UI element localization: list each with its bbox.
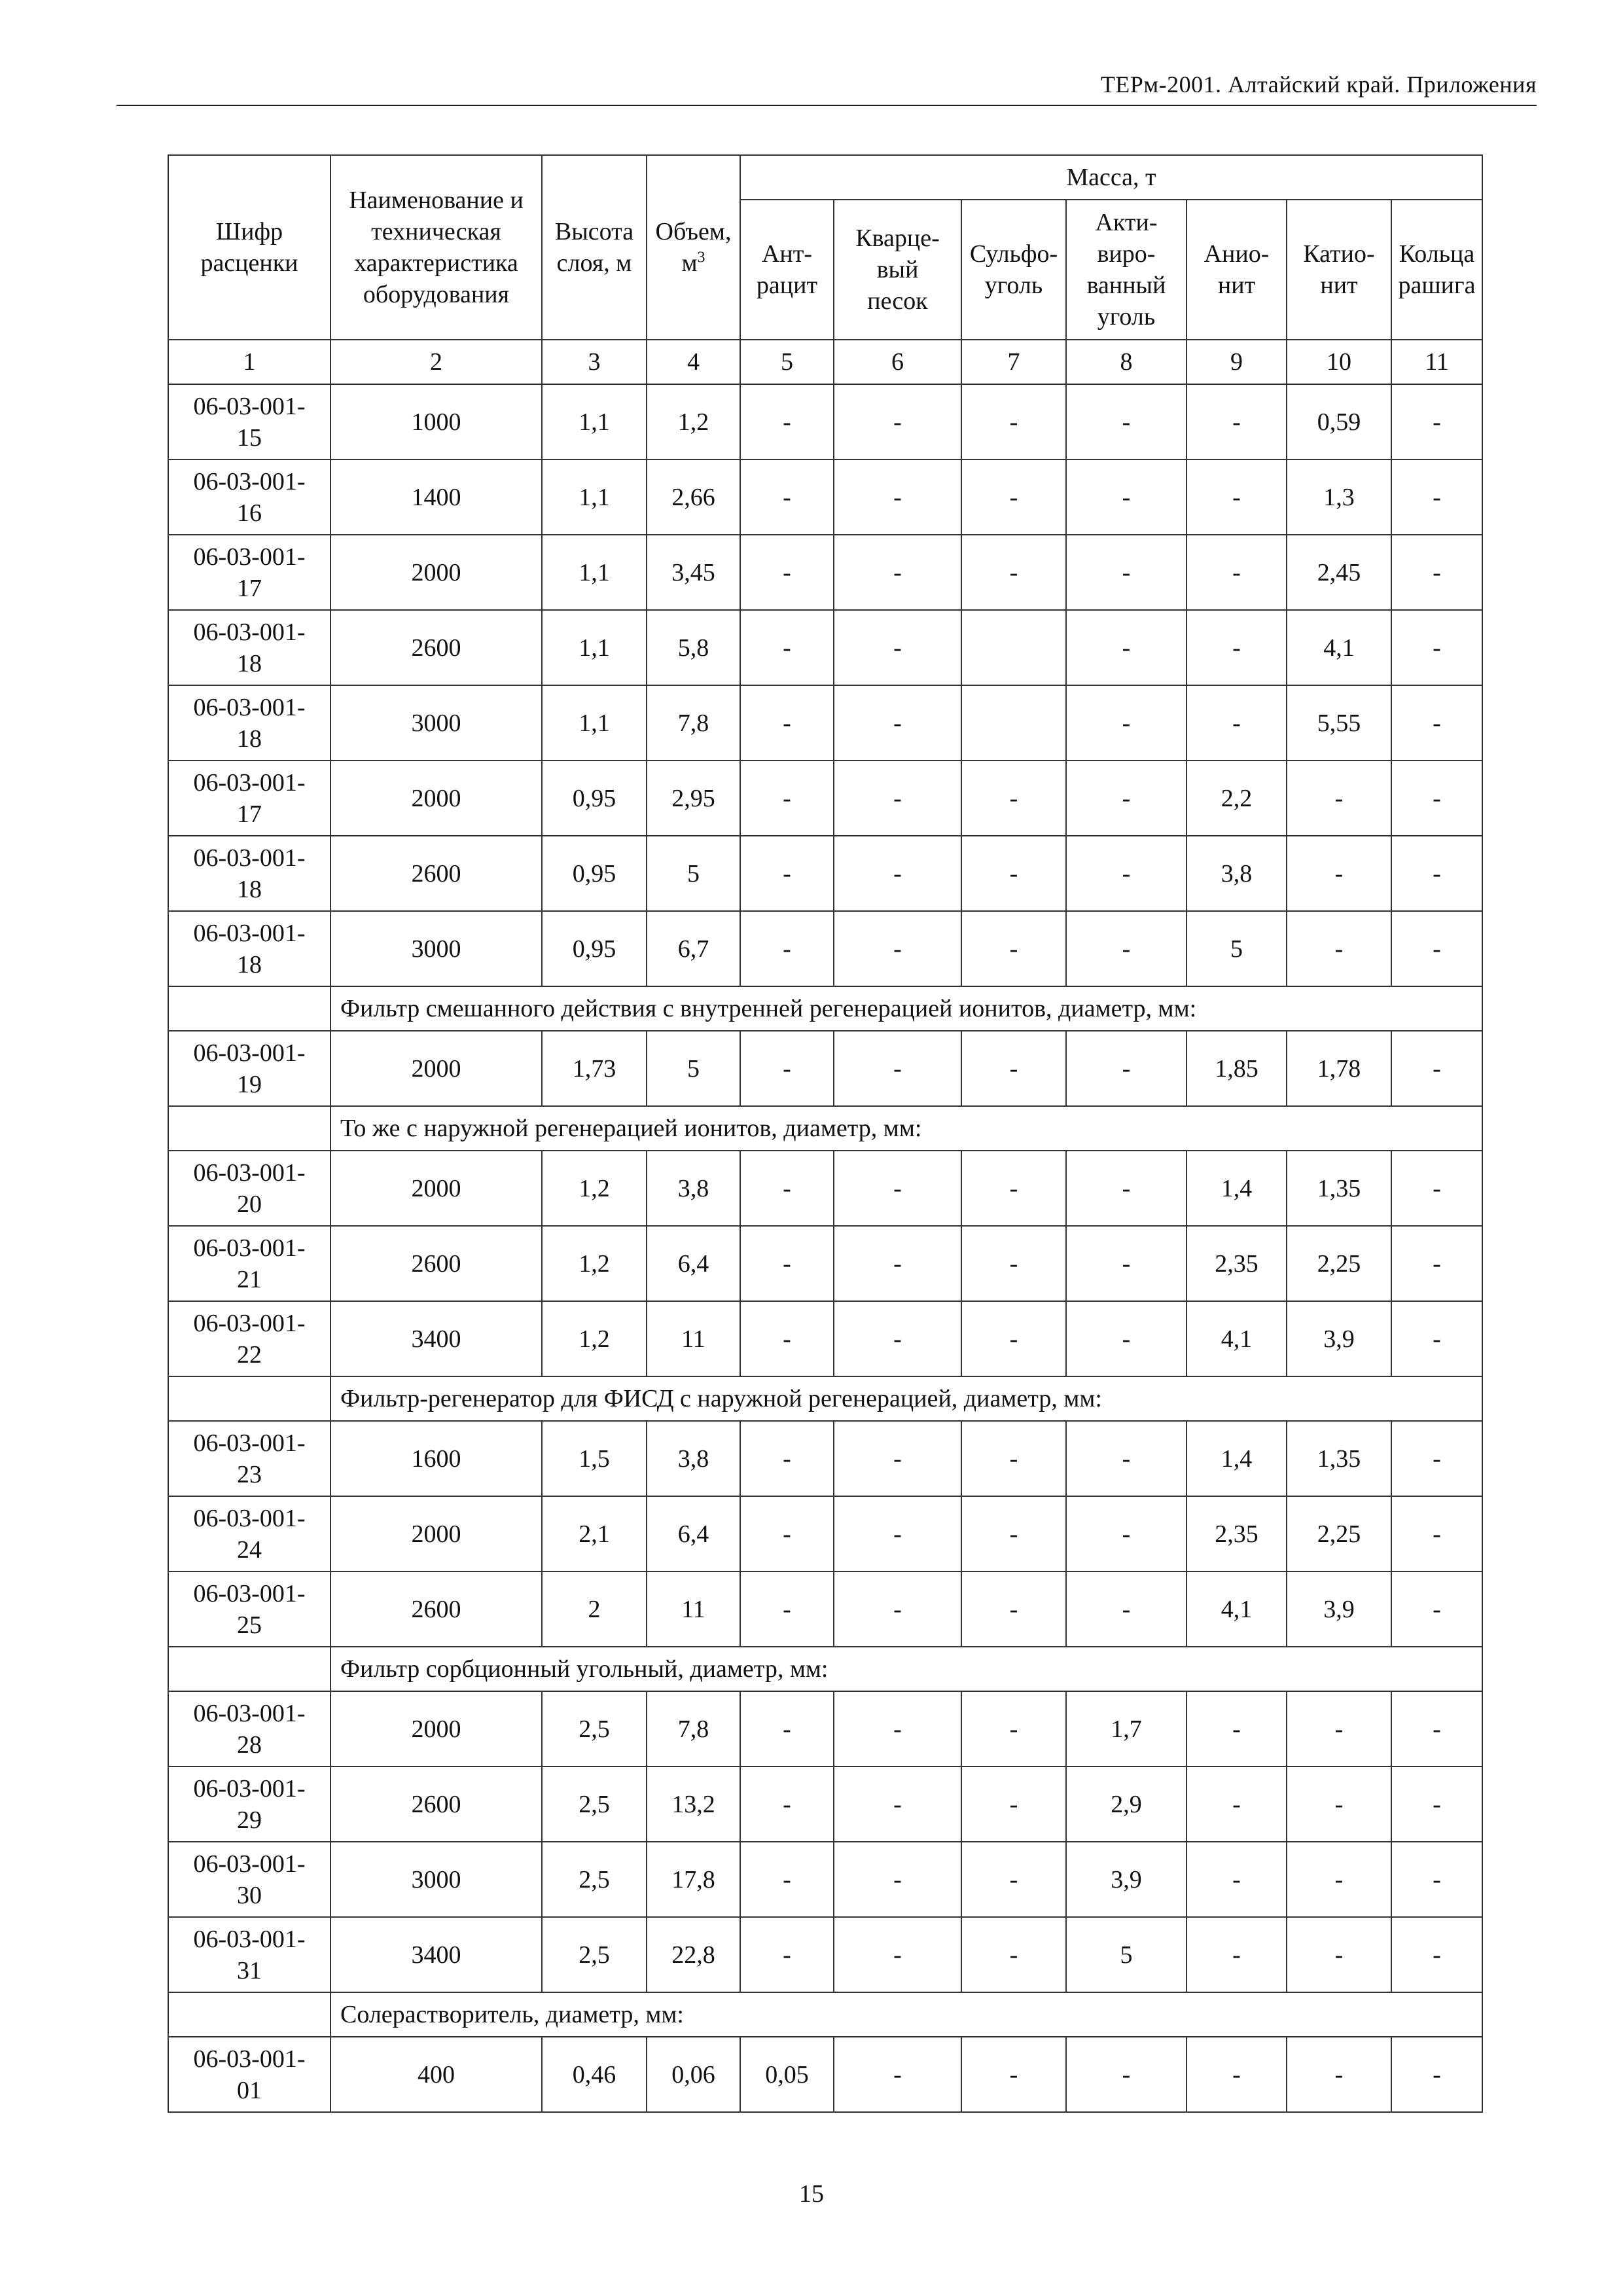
height-cell: 0,46 xyxy=(542,2037,647,2112)
diameter-cell: 1400 xyxy=(330,459,542,535)
antracite-cell: - xyxy=(740,1917,834,1992)
anionite-cell: - xyxy=(1186,459,1287,535)
rashig-rings-cell: - xyxy=(1391,1691,1482,1767)
height-cell: 2,5 xyxy=(542,1842,647,1917)
quartz-sand-cell: - xyxy=(834,1421,961,1496)
sulfo-coal-cell: - xyxy=(961,1496,1066,1571)
diameter-cell: 2000 xyxy=(330,1151,542,1226)
sulfo-coal-cell: - xyxy=(961,384,1066,459)
sulfo-coal-cell: - xyxy=(961,1226,1066,1301)
table-row xyxy=(168,1226,1482,1301)
cationite-cell: 1,3 xyxy=(1287,459,1391,535)
table-row xyxy=(168,1496,1482,1571)
volume-cell: 11 xyxy=(647,1301,740,1376)
activated-coal-cell: - xyxy=(1066,1301,1186,1376)
rashig-rings-cell: - xyxy=(1391,2037,1482,2112)
group-code-cell xyxy=(168,1647,330,1691)
col-header-activated-coal: Акти- виро- ванный уголь xyxy=(1066,200,1186,340)
anionite-cell: 1,85 xyxy=(1186,1031,1287,1106)
height-cell: 1,2 xyxy=(542,1226,647,1301)
volume-cell: 13,2 xyxy=(647,1767,740,1842)
col-header-code: Шифр расценки xyxy=(168,155,330,340)
anionite-cell: 1,4 xyxy=(1186,1421,1287,1496)
height-cell: 1,1 xyxy=(542,384,647,459)
diameter-cell: 400 xyxy=(330,2037,542,2112)
height-cell: 0,95 xyxy=(542,836,647,911)
diameter-cell: 2000 xyxy=(330,1031,542,1106)
running-header: ТЕРм-2001. Алтайский край. Приложения xyxy=(1100,71,1537,98)
group-code-cell xyxy=(168,1106,330,1151)
volume-cell: 2,66 xyxy=(647,459,740,535)
rashig-rings-cell: - xyxy=(1391,1496,1482,1571)
sulfo-coal-cell: - xyxy=(961,459,1066,535)
cationite-cell: - xyxy=(1287,1767,1391,1842)
table-row xyxy=(168,1151,1482,1226)
group-header-row xyxy=(168,1992,1482,2037)
cationite-cell: - xyxy=(1287,911,1391,986)
code-cell: 06-03-001- 24 xyxy=(168,1496,330,1571)
activated-coal-cell: - xyxy=(1066,1496,1186,1571)
rashig-rings-cell: - xyxy=(1391,610,1482,685)
cationite-cell: 1,78 xyxy=(1287,1031,1391,1106)
antracite-cell: - xyxy=(740,1571,834,1647)
cationite-cell: - xyxy=(1287,2037,1391,2112)
volume-cell: 5,8 xyxy=(647,610,740,685)
height-cell: 2 xyxy=(542,1571,647,1647)
quartz-sand-cell: - xyxy=(834,836,961,911)
table-row xyxy=(168,1301,1482,1376)
height-cell: 0,95 xyxy=(542,911,647,986)
table-row xyxy=(168,911,1482,986)
code-cell: 06-03-001- 23 xyxy=(168,1421,330,1496)
activated-coal-cell: - xyxy=(1066,1031,1186,1106)
sulfo-coal-cell: - xyxy=(961,911,1066,986)
quartz-sand-cell: - xyxy=(834,1496,961,1571)
activated-coal-cell: - xyxy=(1066,2037,1186,2112)
sulfo-coal-cell: - xyxy=(961,1301,1066,1376)
rashig-rings-cell: - xyxy=(1391,761,1482,836)
sulfo-coal-cell: - xyxy=(961,1767,1066,1842)
activated-coal-cell: - xyxy=(1066,1421,1186,1496)
code-cell: 06-03-001- 25 xyxy=(168,1571,330,1647)
activated-coal-cell: 2,9 xyxy=(1066,1767,1186,1842)
col-header-volume-text: Объем, м xyxy=(655,218,732,277)
col-header-quartz-sand: Кварце- вый песок xyxy=(834,200,961,340)
code-cell: 06-03-001- 30 xyxy=(168,1842,330,1917)
activated-coal-cell: - xyxy=(1066,535,1186,610)
anionite-cell: 2,2 xyxy=(1186,761,1287,836)
anionite-cell: 4,1 xyxy=(1186,1571,1287,1647)
quartz-sand-cell: - xyxy=(834,1842,961,1917)
anionite-cell: - xyxy=(1186,685,1287,761)
anionite-cell: - xyxy=(1186,1917,1287,1992)
anionite-cell: 2,35 xyxy=(1186,1496,1287,1571)
cationite-cell: 5,55 xyxy=(1287,685,1391,761)
column-number: 4 xyxy=(647,340,740,384)
column-number: 8 xyxy=(1066,340,1186,384)
rashig-rings-cell: - xyxy=(1391,1917,1482,1992)
quartz-sand-cell: - xyxy=(834,1691,961,1767)
height-cell: 1,73 xyxy=(542,1031,647,1106)
rashig-rings-cell: - xyxy=(1391,535,1482,610)
antracite-cell: - xyxy=(740,836,834,911)
diameter-cell: 2000 xyxy=(330,761,542,836)
group-code-cell xyxy=(168,1992,330,2037)
column-number: 5 xyxy=(740,340,834,384)
group-title: Фильтр сорбционный угольный, диаметр, мм: xyxy=(330,1647,1482,1691)
volume-cell: 3,8 xyxy=(647,1151,740,1226)
rashig-rings-cell: - xyxy=(1391,1842,1482,1917)
activated-coal-cell: 3,9 xyxy=(1066,1842,1186,1917)
quartz-sand-cell: - xyxy=(834,1571,961,1647)
code-cell: 06-03-001- 22 xyxy=(168,1301,330,1376)
code-cell: 06-03-001- 18 xyxy=(168,610,330,685)
height-cell: 1,1 xyxy=(542,610,647,685)
sulfo-coal-cell xyxy=(961,685,1066,761)
rashig-rings-cell: - xyxy=(1391,1031,1482,1106)
anionite-cell: 3,8 xyxy=(1186,836,1287,911)
cationite-cell: - xyxy=(1287,761,1391,836)
quartz-sand-cell: - xyxy=(834,610,961,685)
volume-cell: 5 xyxy=(647,836,740,911)
quartz-sand-cell: - xyxy=(834,1301,961,1376)
table-row xyxy=(168,1691,1482,1767)
cationite-cell: 2,25 xyxy=(1287,1496,1391,1571)
code-cell: 06-03-001- 20 xyxy=(168,1151,330,1226)
activated-coal-cell: - xyxy=(1066,384,1186,459)
rashig-rings-cell: - xyxy=(1391,1151,1482,1226)
col-header-sulfo-coal: Сульфо- уголь xyxy=(961,200,1066,340)
rashig-rings-cell: - xyxy=(1391,384,1482,459)
column-number: 6 xyxy=(834,340,961,384)
cationite-cell: 0,59 xyxy=(1287,384,1391,459)
anionite-cell: - xyxy=(1186,1842,1287,1917)
cationite-cell: 2,45 xyxy=(1287,535,1391,610)
code-cell: 06-03-001- 18 xyxy=(168,685,330,761)
anionite-cell: - xyxy=(1186,535,1287,610)
activated-coal-cell: - xyxy=(1066,836,1186,911)
group-code-cell xyxy=(168,986,330,1031)
col-header-mass-group: Масса, т xyxy=(740,155,1482,200)
antracite-cell: - xyxy=(740,1151,834,1226)
column-number: 3 xyxy=(542,340,647,384)
height-cell: 1,1 xyxy=(542,685,647,761)
table-row xyxy=(168,1571,1482,1647)
volume-cell: 22,8 xyxy=(647,1917,740,1992)
quartz-sand-cell: - xyxy=(834,1031,961,1106)
quartz-sand-cell: - xyxy=(834,911,961,986)
activated-coal-cell: - xyxy=(1066,911,1186,986)
quartz-sand-cell: - xyxy=(834,1917,961,1992)
activated-coal-cell: - xyxy=(1066,610,1186,685)
sulfo-coal-cell: - xyxy=(961,1842,1066,1917)
antracite-cell: - xyxy=(740,1767,834,1842)
antracite-cell: - xyxy=(740,384,834,459)
group-title: Фильтр-регенератор для ФИСД с наружной регенерацией, диаметр, мм: xyxy=(330,1376,1482,1421)
height-cell: 2,5 xyxy=(542,1691,647,1767)
group-header-row xyxy=(168,986,1482,1031)
anionite-cell: - xyxy=(1186,610,1287,685)
diameter-cell: 3400 xyxy=(330,1301,542,1376)
anionite-cell: 2,35 xyxy=(1186,1226,1287,1301)
table-row xyxy=(168,384,1482,459)
antracite-cell: - xyxy=(740,761,834,836)
cationite-cell: 1,35 xyxy=(1287,1151,1391,1226)
page-number: 15 xyxy=(799,2180,824,2208)
quartz-sand-cell: - xyxy=(834,459,961,535)
table-row xyxy=(168,1842,1482,1917)
rashig-rings-cell: - xyxy=(1391,1571,1482,1647)
quartz-sand-cell: - xyxy=(834,2037,961,2112)
antracite-cell: - xyxy=(740,1301,834,1376)
volume-cell: 3,45 xyxy=(647,535,740,610)
height-cell: 0,95 xyxy=(542,761,647,836)
antracite-cell: - xyxy=(740,1842,834,1917)
group-title: То же с наружной регенерацией ионитов, диаметр, мм: xyxy=(330,1106,1482,1151)
activated-coal-cell: 1,7 xyxy=(1066,1691,1186,1767)
diameter-cell: 2600 xyxy=(330,1571,542,1647)
sulfo-coal-cell: - xyxy=(961,1571,1066,1647)
table-row xyxy=(168,610,1482,685)
rashig-rings-cell: - xyxy=(1391,459,1482,535)
table-row xyxy=(168,1031,1482,1106)
header-row xyxy=(168,155,1482,200)
sulfo-coal-cell: - xyxy=(961,1151,1066,1226)
volume-cell: 6,7 xyxy=(647,911,740,986)
antracite-cell: - xyxy=(740,685,834,761)
quartz-sand-cell: - xyxy=(834,1226,961,1301)
volume-cell: 1,2 xyxy=(647,384,740,459)
code-cell: 06-03-001- 01 xyxy=(168,2037,330,2112)
activated-coal-cell: 5 xyxy=(1066,1917,1186,1992)
rashig-rings-cell: - xyxy=(1391,911,1482,986)
group-title: Солерастворитель, диаметр, мм: xyxy=(330,1992,1482,2037)
col-header-volume-sup: 3 xyxy=(697,249,705,266)
col-header-name: Наименование и техническая характеристика оборудования xyxy=(330,155,542,340)
rashig-rings-cell: - xyxy=(1391,836,1482,911)
height-cell: 1,1 xyxy=(542,459,647,535)
antracite-cell: - xyxy=(740,610,834,685)
code-cell: 06-03-001- 17 xyxy=(168,761,330,836)
cationite-cell: 4,1 xyxy=(1287,610,1391,685)
antracite-cell: - xyxy=(740,1031,834,1106)
diameter-cell: 3400 xyxy=(330,1917,542,1992)
anionite-cell: 1,4 xyxy=(1186,1151,1287,1226)
height-cell: 2,5 xyxy=(542,1917,647,1992)
rashig-rings-cell: - xyxy=(1391,1226,1482,1301)
col-header-anionite: Анио- нит xyxy=(1186,200,1287,340)
diameter-cell: 2000 xyxy=(330,1496,542,1571)
rashig-rings-cell: - xyxy=(1391,1421,1482,1496)
volume-cell: 7,8 xyxy=(647,685,740,761)
anionite-cell: 5 xyxy=(1186,911,1287,986)
volume-cell: 6,4 xyxy=(647,1496,740,1571)
sulfo-coal-cell: - xyxy=(961,1691,1066,1767)
diameter-cell: 3000 xyxy=(330,911,542,986)
diameter-cell: 2600 xyxy=(330,1226,542,1301)
code-cell: 06-03-001- 17 xyxy=(168,535,330,610)
volume-cell: 0,06 xyxy=(647,2037,740,2112)
col-header-cationite: Катио- нит xyxy=(1287,200,1391,340)
antracite-cell: - xyxy=(740,459,834,535)
cationite-cell: 2,25 xyxy=(1287,1226,1391,1301)
rashig-rings-cell: - xyxy=(1391,685,1482,761)
antracite-cell: - xyxy=(740,1691,834,1767)
cationite-cell: - xyxy=(1287,1917,1391,1992)
column-number-row xyxy=(168,340,1482,384)
cationite-cell: 1,35 xyxy=(1287,1421,1391,1496)
height-cell: 1,5 xyxy=(542,1421,647,1496)
diameter-cell: 2000 xyxy=(330,535,542,610)
height-cell: 1,2 xyxy=(542,1151,647,1226)
code-cell: 06-03-001- 15 xyxy=(168,384,330,459)
antracite-cell: 0,05 xyxy=(740,2037,834,2112)
sulfo-coal-cell: - xyxy=(961,535,1066,610)
anionite-cell: - xyxy=(1186,1767,1287,1842)
group-header-row xyxy=(168,1647,1482,1691)
rashig-rings-cell: - xyxy=(1391,1767,1482,1842)
height-cell: 2,5 xyxy=(542,1767,647,1842)
diameter-cell: 3000 xyxy=(330,1842,542,1917)
diameter-cell: 1600 xyxy=(330,1421,542,1496)
activated-coal-cell: - xyxy=(1066,1571,1186,1647)
antracite-cell: - xyxy=(740,1421,834,1496)
cationite-cell: - xyxy=(1287,1842,1391,1917)
volume-cell: 6,4 xyxy=(647,1226,740,1301)
table-row xyxy=(168,535,1482,610)
activated-coal-cell: - xyxy=(1066,685,1186,761)
cationite-cell: 3,9 xyxy=(1287,1301,1391,1376)
sulfo-coal-cell: - xyxy=(961,761,1066,836)
code-cell: 06-03-001- 16 xyxy=(168,459,330,535)
activated-coal-cell: - xyxy=(1066,761,1186,836)
group-code-cell xyxy=(168,1376,330,1421)
code-cell: 06-03-001- 18 xyxy=(168,911,330,986)
code-cell: 06-03-001- 29 xyxy=(168,1767,330,1842)
antracite-cell: - xyxy=(740,911,834,986)
volume-cell: 17,8 xyxy=(647,1842,740,1917)
diameter-cell: 2000 xyxy=(330,1691,542,1767)
height-cell: 1,2 xyxy=(542,1301,647,1376)
column-number: 7 xyxy=(961,340,1066,384)
column-number: 10 xyxy=(1287,340,1391,384)
table-row xyxy=(168,761,1482,836)
group-header-row xyxy=(168,1376,1482,1421)
sulfo-coal-cell: - xyxy=(961,1421,1066,1496)
antracite-cell: - xyxy=(740,535,834,610)
code-cell: 06-03-001- 31 xyxy=(168,1917,330,1992)
diameter-cell: 3000 xyxy=(330,685,542,761)
table-row xyxy=(168,685,1482,761)
group-title: Фильтр смешанного действия с внутренней регенерацией ионитов, диаметр, мм: xyxy=(330,986,1482,1031)
height-cell: 2,1 xyxy=(542,1496,647,1571)
diameter-cell: 2600 xyxy=(330,836,542,911)
sulfo-coal-cell xyxy=(961,610,1066,685)
antracite-cell: - xyxy=(740,1226,834,1301)
code-cell: 06-03-001- 19 xyxy=(168,1031,330,1106)
activated-coal-cell: - xyxy=(1066,1226,1186,1301)
table-row xyxy=(168,2037,1482,2112)
code-cell: 06-03-001- 21 xyxy=(168,1226,330,1301)
table-row xyxy=(168,1767,1482,1842)
quartz-sand-cell: - xyxy=(834,761,961,836)
table-row xyxy=(168,1421,1482,1496)
column-number: 11 xyxy=(1391,340,1482,384)
header-rule xyxy=(116,105,1537,106)
code-cell: 06-03-001- 28 xyxy=(168,1691,330,1767)
code-cell: 06-03-001- 18 xyxy=(168,836,330,911)
col-header-height: Высота слоя, м xyxy=(542,155,647,340)
group-header-row xyxy=(168,1106,1482,1151)
cationite-cell: 3,9 xyxy=(1287,1571,1391,1647)
antracite-cell: - xyxy=(740,1496,834,1571)
activated-coal-cell: - xyxy=(1066,459,1186,535)
volume-cell: 2,95 xyxy=(647,761,740,836)
table-row xyxy=(168,836,1482,911)
table-row xyxy=(168,1917,1482,1992)
height-cell: 1,1 xyxy=(542,535,647,610)
sulfo-coal-cell: - xyxy=(961,2037,1066,2112)
volume-cell: 5 xyxy=(647,1031,740,1106)
col-header-antracite: Ант- рацит xyxy=(740,200,834,340)
diameter-cell: 1000 xyxy=(330,384,542,459)
quartz-sand-cell: - xyxy=(834,1151,961,1226)
activated-coal-cell: - xyxy=(1066,1151,1186,1226)
quartz-sand-cell: - xyxy=(834,535,961,610)
anionite-cell: - xyxy=(1186,384,1287,459)
diameter-cell: 2600 xyxy=(330,1767,542,1842)
quartz-sand-cell: - xyxy=(834,384,961,459)
anionite-cell: - xyxy=(1186,2037,1287,2112)
cationite-cell: - xyxy=(1287,836,1391,911)
col-header-volume xyxy=(647,155,740,340)
volume-cell: 3,8 xyxy=(647,1421,740,1496)
sulfo-coal-cell: - xyxy=(961,836,1066,911)
diameter-cell: 2600 xyxy=(330,610,542,685)
sulfo-coal-cell: - xyxy=(961,1031,1066,1106)
sulfo-coal-cell: - xyxy=(961,1917,1066,1992)
cationite-cell: - xyxy=(1287,1691,1391,1767)
column-number: 1 xyxy=(168,340,330,384)
column-number: 2 xyxy=(330,340,542,384)
volume-cell: 7,8 xyxy=(647,1691,740,1767)
anionite-cell: 4,1 xyxy=(1186,1301,1287,1376)
column-number: 9 xyxy=(1186,340,1287,384)
table-row xyxy=(168,459,1482,535)
rashig-rings-cell: - xyxy=(1391,1301,1482,1376)
norms-table xyxy=(168,154,1483,2113)
volume-cell: 11 xyxy=(647,1571,740,1647)
col-header-rashig-rings: Кольца рашига xyxy=(1391,200,1482,340)
quartz-sand-cell: - xyxy=(834,1767,961,1842)
quartz-sand-cell: - xyxy=(834,685,961,761)
anionite-cell: - xyxy=(1186,1691,1287,1767)
